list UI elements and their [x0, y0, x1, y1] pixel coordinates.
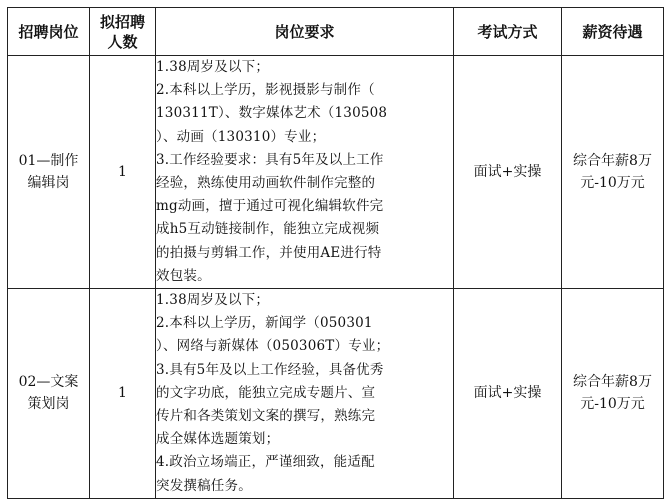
- requirement-line: ）、动画（130310）专业；: [156, 128, 326, 145]
- requirement-line: 突发撰稿任务。: [156, 477, 252, 494]
- requirement-line: 经验，熟练使用动画软件制作完整的: [156, 175, 376, 192]
- header-requirements: 岗位要求: [156, 8, 454, 56]
- position-cell: [8, 289, 90, 499]
- salary-line2: 元-10万元: [580, 175, 645, 192]
- header-row: [8, 8, 664, 56]
- recruitment-table: [7, 7, 664, 499]
- requirement-line: ）、网络与新媒体（050306T）专业；: [156, 338, 390, 355]
- header-count-line2: 人数: [107, 32, 138, 51]
- salary-cell: [562, 56, 664, 289]
- requirement-line: 3.具有5年及以上工作经验，具备优秀: [156, 361, 384, 378]
- requirement-line: mg动画，擅于通过可视化编辑软件完: [156, 198, 384, 215]
- position-line2: 编辑岗: [27, 175, 70, 192]
- requirement-line: 2.本科以上学历，影视摄影与制作（: [156, 82, 375, 99]
- header-position: 招聘岗位: [8, 8, 90, 56]
- exam-cell: 面试+实操: [454, 56, 562, 289]
- requirement-line: 成h5互动链接制作，能独立完成视频: [156, 221, 380, 238]
- requirement-line: 成全媒体选题策划；: [156, 431, 280, 448]
- requirement-line: 1.38周岁及以下；: [156, 59, 270, 75]
- requirement-line: 效包装。: [156, 267, 211, 284]
- salary-cell: [562, 289, 664, 499]
- header-exam: 考试方式: [454, 8, 562, 56]
- header-salary: 薪资待遇: [562, 8, 664, 56]
- requirement-line: 的文字功底，能独立完成专题片、宣: [156, 384, 376, 401]
- position-line2: 策划岗: [27, 396, 70, 413]
- exam-cell: 面试+实操: [454, 289, 562, 499]
- position-line1: 02—文案: [18, 374, 79, 391]
- salary-line2: 元-10万元: [580, 396, 645, 413]
- requirement-line: 传片和各类策划文案的撰写，熟练完: [156, 408, 376, 425]
- header-count: [90, 8, 156, 56]
- salary-line1: 综合年薪8万: [573, 374, 652, 391]
- position-line1: 01—制作: [18, 153, 79, 170]
- requirements-cell: [156, 56, 454, 289]
- count-cell: 1: [90, 289, 156, 499]
- requirements-cell: [156, 289, 454, 499]
- requirement-line: 130311T）、数字媒体艺术（130508: [156, 105, 388, 122]
- requirement-line: 2.本科以上学历，新闻学（050301: [156, 315, 373, 332]
- salary-line1: 综合年薪8万: [573, 153, 652, 170]
- table-row: [8, 56, 664, 289]
- requirement-line: 的拍摄与剪辑工作，并使用AE进行特: [156, 244, 382, 261]
- requirement-line: 3.工作经验要求：具有5年及以上工作: [156, 151, 384, 168]
- header-count-line1: 拟招聘: [99, 12, 145, 31]
- count-cell: 1: [90, 56, 156, 289]
- table-row: [8, 289, 664, 499]
- requirement-line: 4.政治立场端正，严谨细致，能适配: [156, 454, 375, 471]
- requirement-line: 1.38周岁及以下；: [156, 292, 270, 309]
- position-cell: [8, 56, 90, 289]
